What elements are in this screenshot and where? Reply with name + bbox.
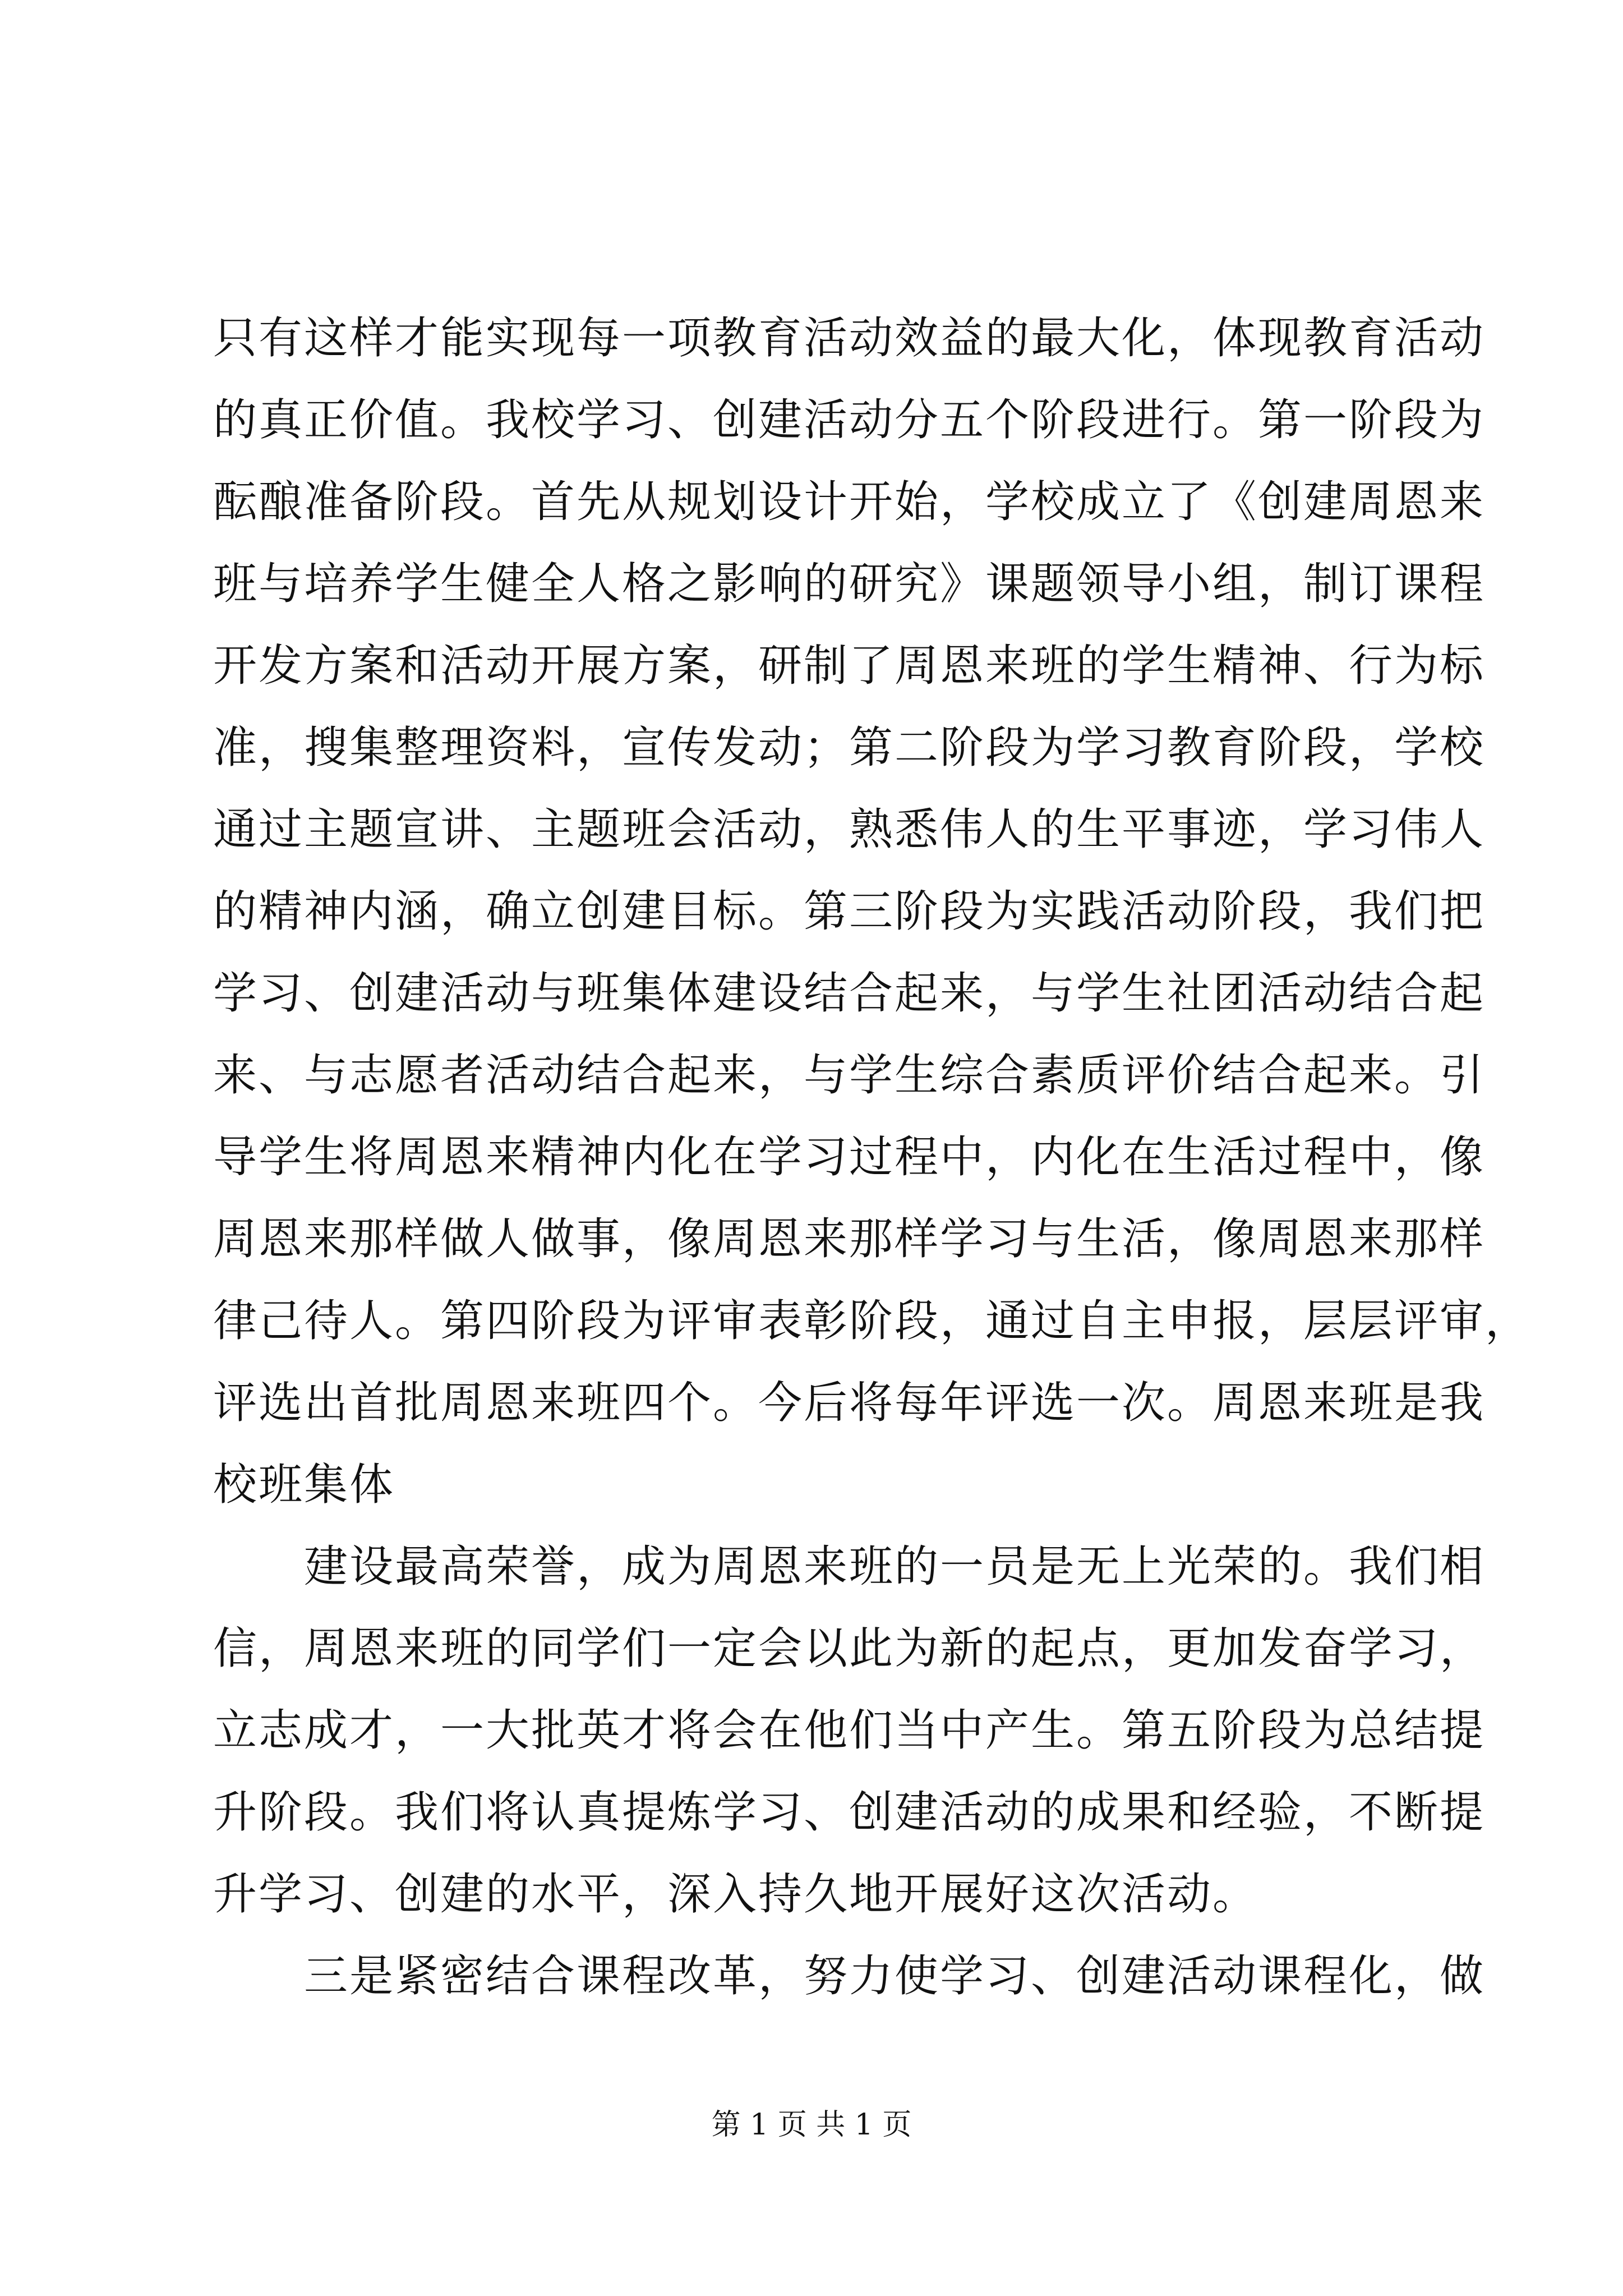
text-line: 的真正价值。我校学习、创建活动分五个阶段进行。第一阶段为 [213,395,1486,445]
text-line: 的精神内涵，确立创建目标。第三阶段为实践活动阶段，我们把 [213,886,1486,937]
text-line: 开发方案和活动开展方案，研制了周恩来班的学生精神、行为标 [213,641,1486,691]
text-line: 只有这样才能实现每一项教育活动效益的最大化，体现教育活动 [213,313,1486,364]
text-line: 立志成才，一大批英才将会在他们当中产生。第五阶段为总结提 [213,1705,1486,1756]
text-line: 升学习、创建的水平，深入持久地开展好这次活动。 [213,1869,1258,1920]
text-line: 评选出首批周恩来班四个。今后将每年评选一次。周恩来班是我 [213,1378,1486,1428]
text-line: 导学生将周恩来精神内化在学习过程中，内化在生活过程中，像 [213,1132,1486,1182]
text-line: 三是紧密结合课程改革，努力使学习、创建活动课程化，做 [304,1951,1486,2001]
text-line: 酝酿准备阶段。首先从规划设计开始，学校成立了《创建周恩来 [213,477,1486,527]
text-line: 建设最高荣誉，成为周恩来班的一员是无上光荣的。我们相 [304,1542,1486,1592]
text-line: 律己待人。第四阶段为评审表彰阶段，通过自主申报，层层评审， [213,1296,1531,1346]
text-line: 学习、创建活动与班集体建设结合起来，与学生社团活动结合起 [213,968,1486,1019]
text-line: 信，周恩来班的同学们一定会以此为新的起点，更加发奋学习， [213,1623,1486,1674]
text-line: 通过主题宣讲、主题班会活动，熟悉伟人的生平事迹，学习伟人 [213,804,1486,855]
text-line: 校班集体 [213,1460,395,1510]
page-footer: 第 1 页 共 1 页 [711,2108,912,2142]
text-line: 周恩来那样做人做事，像周恩来那样学习与生活，像周恩来那样 [213,1214,1486,1264]
body-text [213,297,1531,2017]
text-line: 班与培养学生健全人格之影响的研究》课题领导小组，制订课程 [213,559,1486,609]
text-line: 升阶段。我们将认真提炼学习、创建活动的成果和经验，不断提 [213,1787,1486,1838]
text-line: 准，搜集整理资料，宣传发动；第二阶段为学习教育阶段，学校 [213,723,1486,773]
text-line: 来、与志愿者活动结合起来，与学生综合素质评价结合起来。引 [213,1050,1486,1101]
